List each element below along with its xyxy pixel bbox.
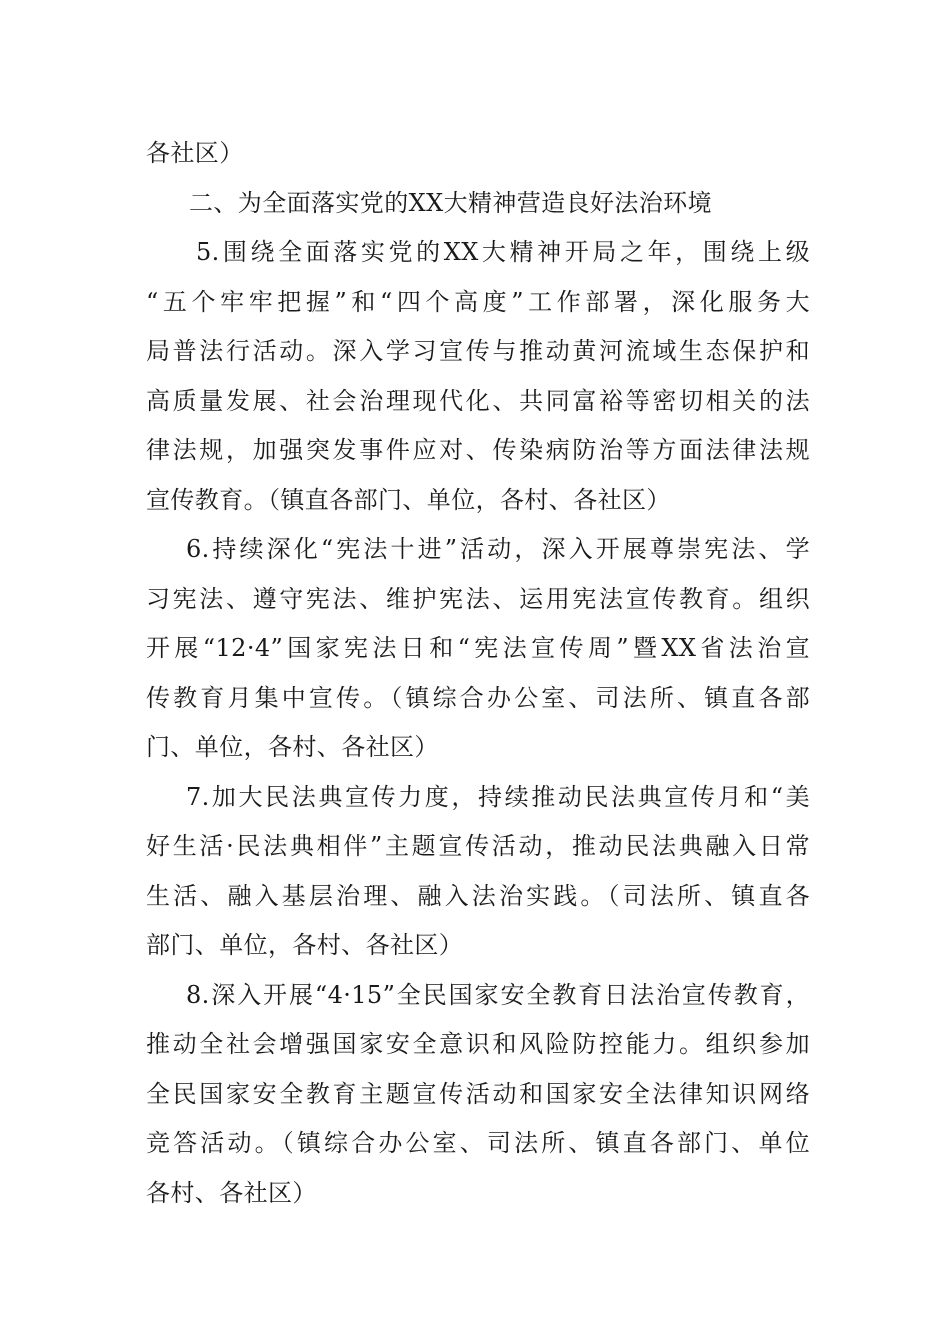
fragment-top: [146, 129, 810, 179]
paragraph-6: [146, 525, 810, 773]
text-line: 习宪法、遵守宪法、维护宪法、运用宪法宣传教育。组织: [146, 584, 810, 613]
section-heading: [146, 179, 810, 229]
heading-line: [146, 179, 810, 229]
text-line: 高质量发展、社会治理现代化、共同富裕等密切相关的法: [146, 386, 810, 415]
text-line: 宣传教育。（镇直各部门、单位，各村、各社区）: [146, 485, 671, 514]
text-line: 竞答活动。（镇综合办公室、司法所、镇直各部门、单位: [146, 1129, 810, 1157]
text-line-content: 7.加大民法典宣传力度，持续推动民法典宣传月和“美: [186, 782, 810, 811]
text-line: 各社区）: [146, 139, 244, 167]
text-line: 推动全社会增强国家安全意识和风险防控能力。组织参加: [146, 1030, 810, 1058]
paragraph-5: [146, 228, 810, 525]
text-line: 门、单位，各村、各社区）: [146, 733, 439, 761]
text-line: 各村、各社区）: [146, 1178, 317, 1207]
text-line: [146, 971, 810, 1021]
text-line: [146, 773, 810, 823]
text-line-content: 5.围绕全面落实党的XX大精神开局之年，围绕上级: [196, 238, 810, 266]
paragraph-8: [146, 971, 810, 1219]
text-line-content: 6.持续深化“宪法十进”活动，深入开展尊崇宪法、学: [186, 535, 810, 563]
text-line: [146, 525, 810, 575]
text-line: 传教育月集中宣传。（镇综合办公室、司法所、镇直各部: [146, 683, 810, 712]
paragraph-7: [146, 773, 810, 971]
text-line: 开展“12·4”国家宪法日和“宪法宣传周”暨XX省法治宣: [146, 634, 810, 662]
text-line-content: 8.深入开展“4·15”全民国家安全教育日法治宣传教育，: [186, 980, 810, 1009]
text-line: 生活、融入基层治理、融入法治实践。（司法所、镇直各: [146, 881, 810, 910]
text-line: 好生活·民法典相伴”主题宣传活动，推动民法典融入日常: [146, 832, 810, 860]
document-page: [146, 129, 810, 1218]
text-line: 全民国家安全教育主题宣传活动和国家安全法律知识网络: [146, 1079, 810, 1108]
text-line: 局普法行活动。深入学习宣传与推动黄河流域生态保护和: [146, 337, 810, 365]
text-line: [146, 228, 810, 278]
text-line: 律法规，加强突发事件应对、传染病防治等方面法律法规: [146, 436, 810, 464]
text-line: 部门、单位，各村、各社区）: [146, 931, 464, 959]
text-line: “五个牢牢把握”和“四个高度”工作部署，深化服务大: [146, 287, 810, 316]
heading-text: 二、为全面落实党的XX大精神营造良好法治环境: [189, 188, 712, 217]
